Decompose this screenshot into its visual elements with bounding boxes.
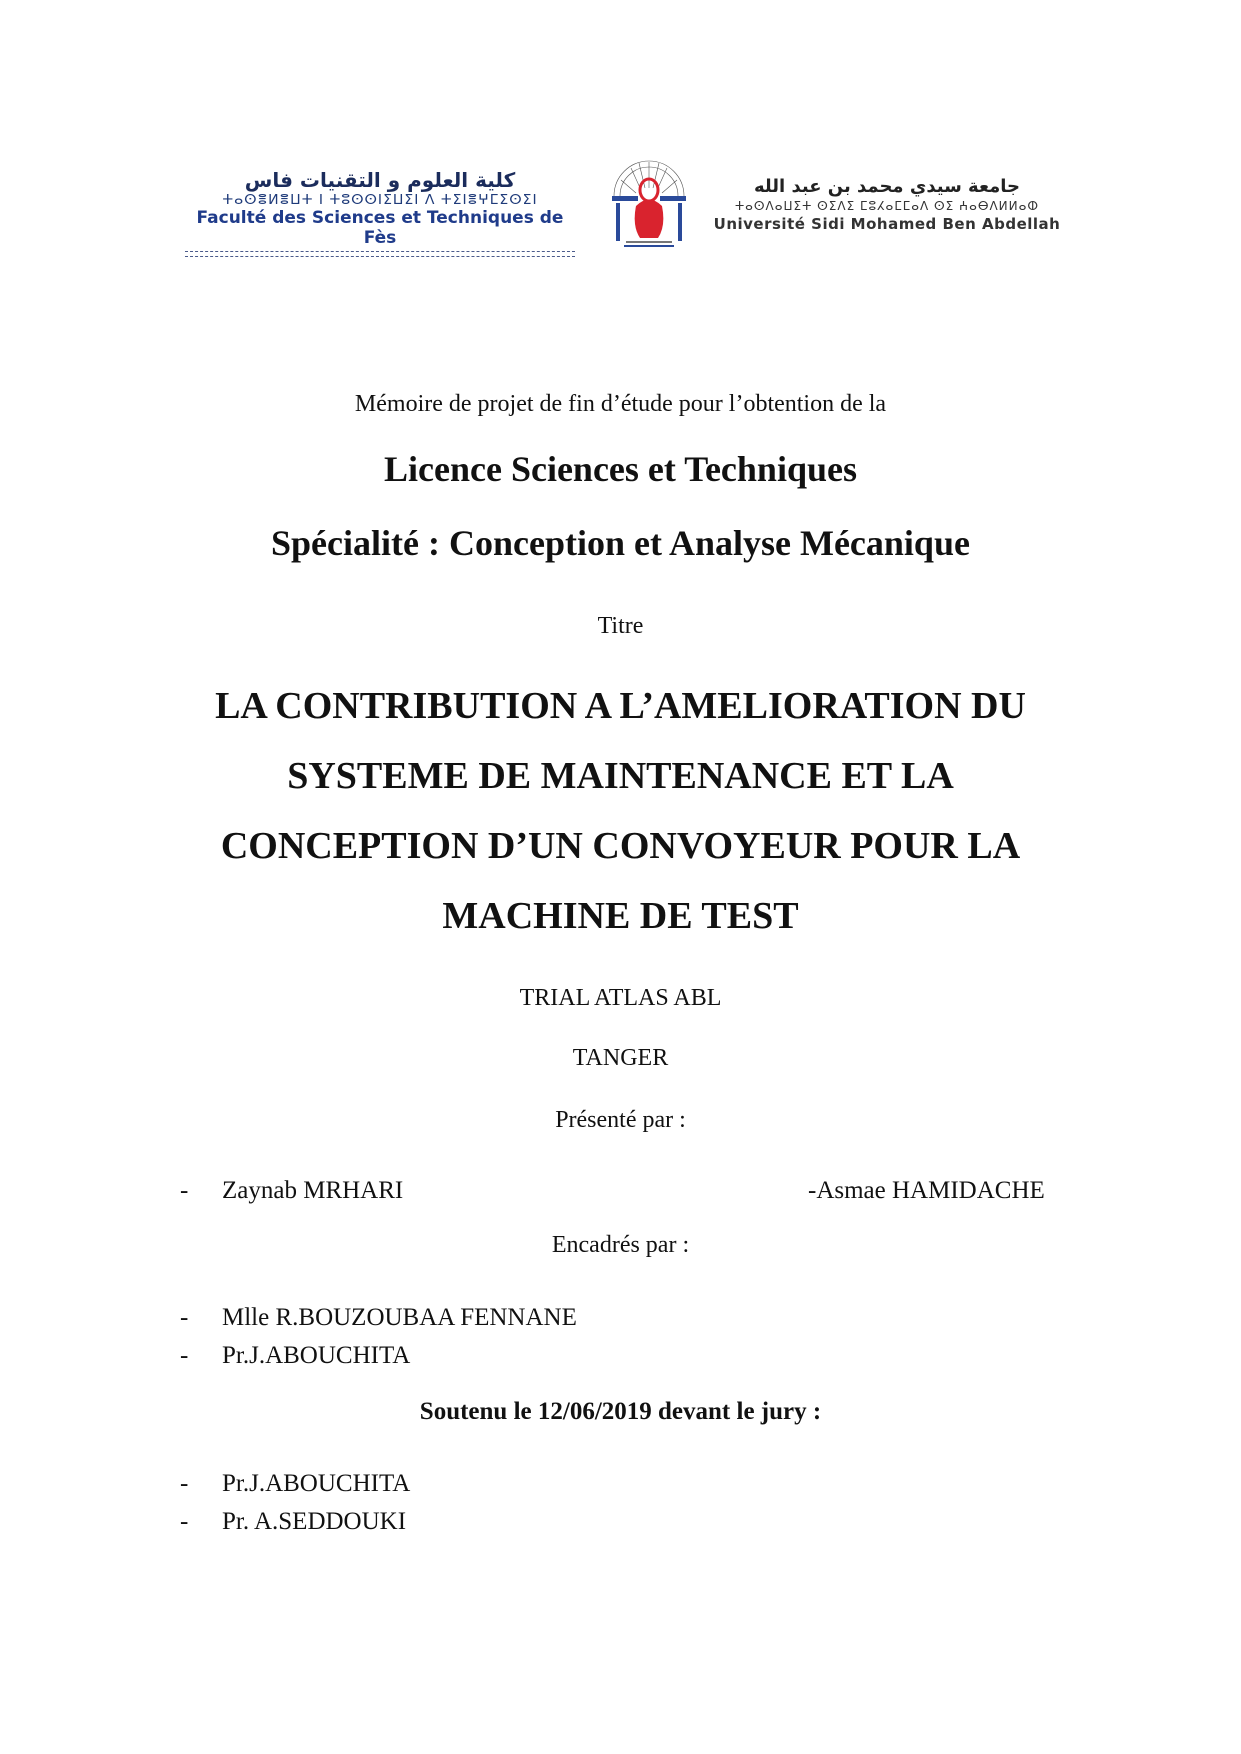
defense-label: Soutenu le 12/06/2019 devant le jury :	[419, 1398, 822, 1425]
author-name: Zaynab MRHARI	[222, 1177, 404, 1204]
fst-logo	[180, 168, 580, 257]
title-line: CONCEPTION D’UN CONVOYEUR POUR LA	[220, 825, 1021, 867]
fst-decorative-rule	[185, 251, 575, 257]
supervisors-list	[180, 1299, 577, 1375]
thesis-title	[0, 671, 1241, 951]
title-line: SYSTEME DE MAINTENANCE ET LA	[287, 755, 954, 797]
jury-name: Pr. A.SEDDOUKI	[222, 1508, 407, 1535]
city-name: TANGER	[572, 1045, 669, 1071]
title-label: Titre	[597, 613, 644, 639]
university-emblem-icon	[606, 148, 692, 248]
supervisor-name: Pr.J.ABOUCHITA	[222, 1342, 411, 1369]
presented-by-label: Présenté par :	[555, 1107, 686, 1133]
fst-tifinagh-name: ⵜⴰⵙⴻⵍⴻⵡⵜ ⵏ ⵜⵓⵙⵙⵏⵉⵡⵉⵏ ⴷ ⵜⵉⵏⴻⵖⵎⵉⵙⵉⵏ	[222, 192, 538, 208]
bullet-dash: -	[180, 1304, 189, 1331]
jury-list	[180, 1465, 410, 1541]
specialty-heading: Spécialité : Conception et Analyse Mécanique	[271, 523, 970, 563]
bullet-dash: -	[180, 1342, 189, 1369]
usmba-french-name: Université Sidi Mohamed Ben Abdellah	[713, 215, 1061, 233]
supervised-by-label: Encadrés par :	[551, 1232, 690, 1258]
bullet-dash: -	[180, 1508, 189, 1535]
author-2: -Asmae HAMIDACHE	[808, 1177, 1045, 1204]
jury-name: Pr.J.ABOUCHITA	[222, 1470, 411, 1497]
title-line: MACHINE DE TEST	[442, 895, 799, 937]
author-1	[180, 1172, 403, 1210]
supervisor-item	[180, 1337, 577, 1375]
jury-item	[180, 1465, 410, 1503]
jury-item	[180, 1503, 410, 1541]
degree-heading: Licence Sciences et Techniques	[384, 449, 857, 489]
bullet-dash: -	[180, 1470, 189, 1497]
usmba-arabic-name: جامعة سيدي محمد بن عبد الله	[753, 176, 1020, 197]
supervisor-name: Mlle R.BOUZOUBAA FENNANE	[222, 1304, 577, 1331]
usmba-tifinagh-name: ⵜⴰⵙⴷⴰⵡⵉⵜ ⵙⵉⴷⵉ ⵎⵓⵃⴰⵎⵎⴰⴷ ⵙⵉ ⵄⴰⴱⴷⵍⵍⴰⵀ	[734, 199, 1040, 213]
company-name: TRIAL ATLAS ABL	[519, 985, 722, 1011]
usmba-logo	[712, 176, 1062, 234]
supervisor-item	[180, 1299, 577, 1337]
title-line: LA CONTRIBUTION A L’AMELIORATION DU	[215, 685, 1026, 727]
fst-arabic-name: كلية العلوم و التقنيات فاس	[244, 168, 516, 192]
bullet-dash: -	[180, 1177, 189, 1204]
memoir-intro: Mémoire de projet de fin d’étude pour l’obtention de la	[354, 391, 887, 417]
fst-french-name: Faculté des Sciences et Techniques de Fès	[196, 208, 564, 248]
